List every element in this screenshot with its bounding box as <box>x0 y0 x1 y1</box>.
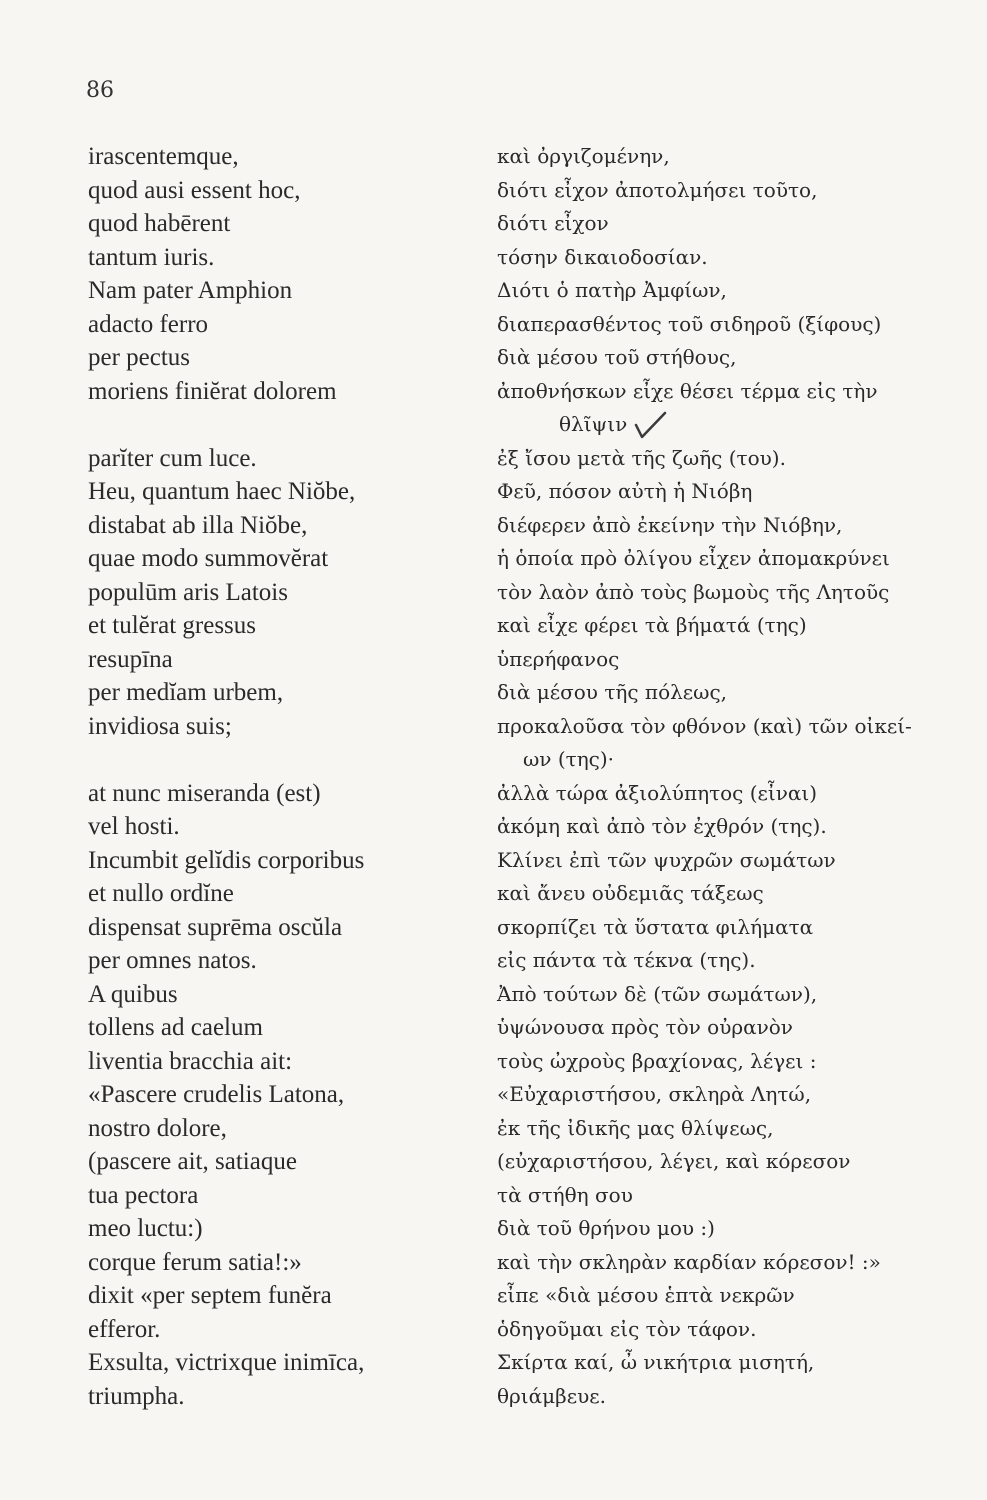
greek-line: ὑπερήφανος <box>497 646 620 671</box>
greek-line: ἐξ ἴσου μετὰ τῆς ζωῆς (του). <box>497 445 786 470</box>
greek-line-continuation: ων (της)· <box>523 747 615 771</box>
latin-line: adacto ferro <box>88 310 209 338</box>
greek-line: προκαλοῦσα τὸν φθόνον (καὶ) τῶν οἰκεί- <box>497 713 912 738</box>
latin-line: populūm aris Latois <box>88 578 288 606</box>
greek-line: τόσην δικαιοδοσίαν. <box>497 244 708 269</box>
greek-line: διὰ μέσου τοῦ στήθους, <box>497 345 737 369</box>
greek-line: ἀποθνήσκων εἶχε θέσει τέρμα εἰς τὴν <box>497 378 878 403</box>
greek-line: διὰ μέσου τῆς πόλεως, <box>497 680 728 704</box>
greek-line: ἀλλὰ τώρα ἀξιολύπητος (εἶναι) <box>497 780 818 805</box>
page-number: 86 <box>86 78 114 103</box>
latin-line: efferor. <box>88 1315 161 1343</box>
latin-line: per omnes natos. <box>88 947 257 974</box>
latin-line: dixit «per septem funĕra <box>88 1282 332 1309</box>
latin-line: quod ausi essent hoc, <box>88 176 301 204</box>
latin-line: liventia bracchia ait: <box>88 1047 293 1075</box>
greek-line: διότι εἶχον <box>497 211 609 235</box>
greek-line: διότι εἶχον ἀποτολμήσει τοῦτο, <box>497 177 818 202</box>
latin-line: irascentemque, <box>88 143 239 170</box>
greek-line: ὁδηγοῦμαι εἰς τὸν τάφον. <box>497 1316 757 1341</box>
greek-line: ἐκ τῆς ἰδικῆς μας θλίψεως, <box>497 1115 774 1140</box>
greek-line-continuation <box>497 408 977 442</box>
greek-line: ἡ ὁποία πρὸ ὀλίγου εἶχεν ἀπομακρύνει <box>497 546 890 570</box>
greek-line: καὶ εἶχε φέρει τὰ βήματά (της) <box>497 613 807 637</box>
greek-line: εἰς πάντα τὰ τέκνα (της). <box>497 948 756 972</box>
latin-line: tantum iuris. <box>88 243 215 271</box>
latin-line: vel hosti. <box>88 813 180 840</box>
greek-line: διὰ τοῦ θρήνου μου :) <box>497 1216 715 1240</box>
latin-line: meo luctu:) <box>88 1215 203 1242</box>
greek-line: Ἀπὸ τούτων δὲ (τῶν σωμάτων), <box>497 981 818 1006</box>
latin-line: dispensat suprēma oscŭla <box>88 913 343 941</box>
greek-line: διαπερασθέντος τοῦ σιδηροῦ (ξίφους) <box>497 311 882 336</box>
latin-line-blank <box>88 408 468 442</box>
latin-line-blank <box>88 743 468 777</box>
greek-line: τοὺς ὠχροὺς βραχίονας, λέγει : <box>497 1048 817 1073</box>
latin-line: per medĭam urbem, <box>88 679 284 706</box>
greek-line: Σκίρτα καί, ὦ νικήτρια μισητή, <box>497 1350 815 1374</box>
latin-line: tollens ad caelum <box>88 1014 263 1041</box>
latin-line: per pectus <box>88 344 191 371</box>
greek-line: καὶ τὴν σκληρὰν καρδίαν κόρεσον! :» <box>497 1249 881 1274</box>
greek-line: θριάμβευε. <box>497 1383 606 1408</box>
greek-line: Φεῦ, πόσον αὐτὴ ἡ Νιόβη <box>497 479 753 503</box>
greek-line: ὑψώνουσα πρὸς τὸν οὐρανὸν <box>497 1015 793 1039</box>
latin-text-column <box>88 140 468 1413</box>
latin-line: Heu, quantum haec Niŏbe, <box>88 478 356 505</box>
latin-line: moriens finiĕrat dolorem <box>88 377 337 405</box>
latin-line: corque ferum satia!:» <box>88 1248 302 1276</box>
latin-line: distabat ab illa Niŏbe, <box>88 511 308 539</box>
latin-line: Incumbit gelĭdis corporibus <box>88 846 365 874</box>
latin-line: resupīna <box>88 645 173 673</box>
greek-line: Διότι ὁ πατὴρ Ἀμφίων, <box>497 278 727 302</box>
greek-text-column <box>497 140 977 1413</box>
latin-line: triumpha. <box>88 1382 185 1410</box>
latin-line: invidiosa suis; <box>88 712 232 740</box>
latin-line: nostro dolore, <box>88 1114 227 1142</box>
greek-line: διέφερεν ἀπὸ ἐκείνην τὴν Νιόβην, <box>497 512 843 537</box>
greek-line: τὸν λαὸν ἀπὸ τοὺς βωμοὺς τῆς Λητοῦς <box>497 579 890 604</box>
greek-line: καὶ ἄνευ οὐδεμιᾶς τάξεως <box>497 881 764 905</box>
latin-line: A quibus <box>88 980 178 1008</box>
latin-line: quae modo summovĕrat <box>88 545 329 572</box>
latin-line: parĭter cum luce. <box>88 444 257 472</box>
latin-line: (pascere ait, satiaque <box>88 1148 297 1175</box>
greek-line: «Εὐχαριστήσου, σκληρὰ Λητώ, <box>497 1082 812 1106</box>
greek-line: σκορπίζει τὰ ὕστατα φιλήματα <box>497 914 814 939</box>
handwritten-check-mark-icon <box>633 411 667 441</box>
greek-line: ἀκόμη καὶ ἀπὸ τὸν ἐχθρόν (της). <box>497 814 827 838</box>
latin-line: et tulĕrat gressus <box>88 612 257 639</box>
latin-line: «Pascere crudelis Latona, <box>88 1081 345 1108</box>
latin-line: quod habērent <box>88 210 231 237</box>
greek-line-text: θλῖψιν <box>559 412 628 436</box>
latin-line: et nullo ordĭne <box>88 880 234 907</box>
latin-line: Exsulta, victrixque inimīca, <box>88 1349 365 1376</box>
latin-line: Nam pater Amphion <box>88 277 293 304</box>
greek-line: (εὐχαριστήσου, λέγει, καὶ κόρεσον <box>497 1149 851 1173</box>
greek-line: εἶπε «διὰ μέσου ἑπτὰ νεκρῶν <box>497 1283 795 1307</box>
greek-line: Κλίνει ἐπὶ τῶν ψυχρῶν σωμάτων <box>497 847 836 872</box>
latin-line: at nunc miseranda (est) <box>88 779 321 807</box>
greek-line: καὶ ὀργιζομένην, <box>497 144 670 168</box>
greek-line: τὰ στήθη σου <box>497 1182 633 1207</box>
latin-line: tua pectora <box>88 1181 199 1209</box>
